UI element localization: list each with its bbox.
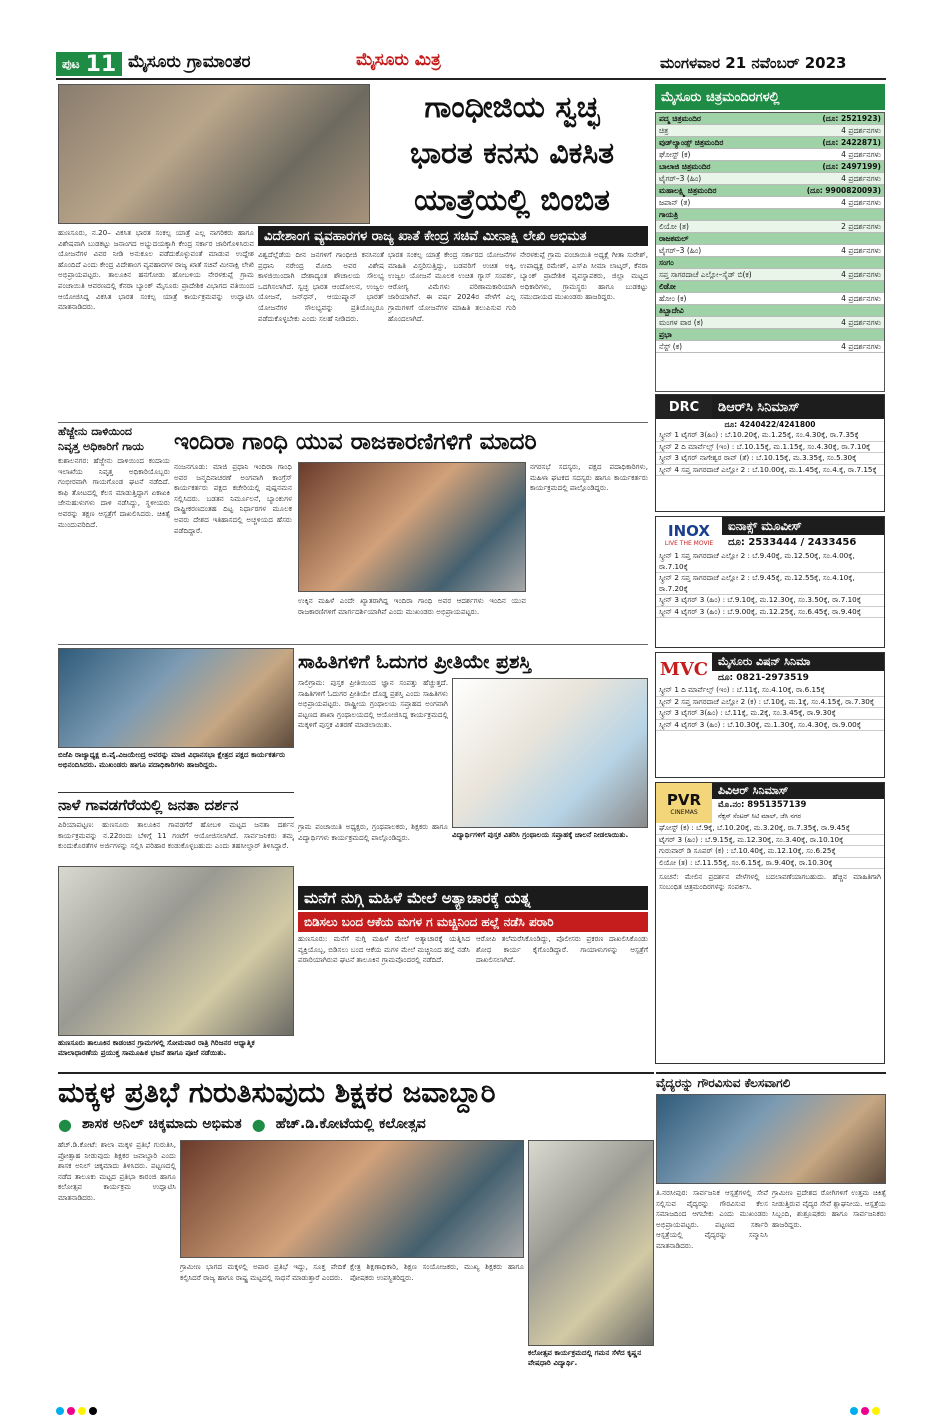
cinema-row-name: ಗಾಯತ್ರಿ <box>659 210 679 219</box>
story2-side-headline-line1: ಹೆಜ್ಜೇನು ದಾಳಿಯಿಂದ <box>58 425 133 438</box>
inox-show-2: ಸ್ಕ್ರೀನ್ 2 ಸಪ್ತ ಸಾಗರದಾಚೆ ಎಲ್ಲೋ 2 : ಬೆ.9.45ಕ್ಕೆ, ಮ.12.55ಕ್ಕೆ, ಸಂ.4.10ಕ್ಕೆ, ರಾ.7.20ಕ್ಕೆ <box>656 573 884 595</box>
cinema-row-name: ಲಿಯೋ (ತ) <box>659 222 689 231</box>
pvr-show-3: ಗುರುವಾರ್ ಡಿ ಸೂಪರ್ (ಕ) : ಬೆ.10.40ಕ್ಕೆ, ಮ.12.10ಕ್ಕೆ, ಸಂ.6.25ಕ್ಕೆ <box>656 846 884 858</box>
cinema-row-name: ಸಪ್ತ ಸಾಗರದಾಚೆ ಎಲ್ಲೋ–ಸೈಡ್ ಬಿ(ಕ) <box>659 270 752 279</box>
story1-col4 <box>520 250 648 420</box>
issue-date: ಮಂಗಳವಾರ 21 ನವೆಂಬರ್ 2023 <box>660 54 847 72</box>
cinema-row-info: 4 ಪ್ರದರ್ಶನಗಳು <box>841 126 881 135</box>
story6-col2 <box>180 1262 346 1376</box>
inox-show-1: ಸ್ಕ್ರೀನ್ 1 ಸಪ್ತ ಸಾಗರದಾಚೆ ಎಲ್ಲೋ 2 : ಬೆ.9.40ಕ್ಕೆ, ಮ.12.50ಕ್ಕೆ, ಸಂ.4.00ಕ್ಕೆ, ರಾ.7.10ಕ್ಕೆ <box>656 551 884 573</box>
inox-phone: ದೂ: 2533444 / 2433456 <box>728 537 857 548</box>
story7-col1-text: ತಿ.ನರಸೀಪುರ: ಸಾರ್ವಜನಿಕ ಆಸ್ಪತ್ರೆಗಳಲ್ಲಿ ಸೇವೆ ಸಲ್ಲಿಸುವ ವೈದ್ಯರನ್ನು ಗೌರವಿಸುವ ಕೆಲಸ ಸಮಾಜದಿಂದ ಆಗಬೇಕು ಎಂದು ಮುಖಂಡರು ಅಭಿಪ್ರಾಯಪಟ್ಟರು. ಪಟ್ಟಣದ ಸರ್ಕಾರಿ ಆಸ್ಪತ್ರೆಯಲ್ಲಿ ವೈದ್ಯರನ್ನು ಸನ್ಮಾನಿಸಿ ಮಾತನಾಡಿದರು. <box>656 1188 768 1250</box>
bullet-icon: ● <box>58 1114 72 1134</box>
cinema-row <box>656 269 884 281</box>
story7-col2-text: ಗ್ರಾಮೀಣ ಪ್ರದೇಶದ ರೋಗಿಗಳಿಗೆ ಉತ್ತಮ ಚಿಕಿತ್ಸೆ ನೀಡುತ್ತಿರುವ ವೈದ್ಯರ ಸೇವೆ ಶ್ಲಾಘನೀಯ. ಆಸ್ಪತ್ರೆಯ ಸಿಬ್ಬಂದಿ, ಶುಶ್ರೂಷಕರು ಹಾಗೂ ಸಾರ್ವಜನಿಕರು ಹಾಜರಿದ್ದರು. <box>772 1188 886 1229</box>
story6-bullet1: ಶಾಸಕ ಅನಿಲ್ ಚಿಕ್ಕಮಾದು ಅಭಿಮತ <box>81 1116 242 1132</box>
story2-col3 <box>530 462 648 642</box>
story1-photo <box>58 84 370 224</box>
story3-photo2 <box>58 866 294 1036</box>
story1-col2 <box>258 250 384 420</box>
story6-bullets <box>58 1112 654 1136</box>
cinema-row-name: ವುಡ್‌ಲ್ಯಾಂಡ್ಸ್ ಚಿತ್ರಮಂದಿರ <box>659 138 724 147</box>
story6-photo2 <box>528 1140 654 1346</box>
story2-headline: ಇಂದಿರಾ ಗಾಂಧಿ ಯುವ ರಾಜಕಾರಣಿಗಳಿಗೆ ಮಾದರಿ <box>174 427 537 455</box>
story5-col2-text: ಆರೋಪಿ ತಲೆಮರೆಸಿಕೊಂಡಿದ್ದು, ಪೊಲೀಸರು ಪ್ರಕರಣ ದಾಖಲಿಸಿಕೊಂಡು ಶೋಧ ಕಾರ್ಯ ಕೈಗೊಂಡಿದ್ದಾರೆ. ಗಾಯಾಳುಗಳನ್ನು ಆಸ್ಪತ್ರೆಗೆ ದಾಖಲಿಸಲಾಗಿದೆ. <box>476 934 648 965</box>
cinema-row <box>656 161 884 173</box>
cinema-row <box>656 221 884 233</box>
cinema-row-info: 4 ಪ್ರದರ್ಶನಗಳು <box>841 294 881 303</box>
cinema-row-name: ನೆಸ್ಟ್ (ಕ) <box>659 342 683 351</box>
cinema-row-info: (ದೂ: 2497199) <box>822 162 881 171</box>
inox-title-block <box>722 517 884 551</box>
mvc-name: ಮೈಸೂರು ವಿಷನ್ ಸಿನಿಮಾ <box>712 653 884 671</box>
pvr-show-2: ಟೈಗರ್ 3 (ಹಿಂ) : ಬೆ.9.15ಕ್ಕೆ, ಮ.12.30ಕ್ಕೆ, ಸಂ.3.40ಕ್ಕೆ, ರಾ.10.10ಕ್ಕೆ <box>656 835 884 847</box>
story7-photo <box>656 1094 886 1184</box>
cinema-row <box>656 113 884 125</box>
story2-col2 <box>298 596 526 642</box>
story6-caption: ಕಲೋತ್ಸವ ಕಾರ್ಯಕ್ರಮದಲ್ಲಿ ಗಮನ ಸೆಳೆದ ಕೃಷ್ಣನ ವೇಷಧಾರಿ ವಿದ್ಯಾರ್ಥಿ. <box>528 1348 642 1367</box>
story7-col1 <box>656 1188 768 1376</box>
mvc-header <box>656 653 884 685</box>
story4-text2-body: ಗ್ರಾಮ ಪಂಚಾಯಿತಿ ಅಧ್ಯಕ್ಷರು, ಗ್ರಂಥಪಾಲಕರು, ಶಿಕ್ಷಕರು ಹಾಗೂ ವಿದ್ಯಾರ್ಥಿಗಳು ಕಾರ್ಯಕ್ರಮದಲ್ಲಿ ಪಾಲ್ಗೊಂಡಿದ್ದರು. <box>298 822 448 842</box>
cinema-row-name: ಬಾಲಾಜಿ ಚಿತ್ರಮಂದಿರ <box>659 162 711 171</box>
mvc-phone: ದೂ: 0821-2973519 <box>718 673 809 683</box>
pvr-address: ನೆಕ್ಸಸ್ ಸೆಂಟರ್ ಸಿಟಿ ಮಾಲ್, ಜೆಸಿ ನಗರ <box>718 812 801 820</box>
drc-name: ಡಿಆರ್‌ಸಿ ಸಿನಿಮಾಸ್ <box>712 395 884 419</box>
cinema-row-info: 4 ಪ್ರದರ್ಶನಗಳು <box>841 174 881 183</box>
cinema-row <box>656 185 884 197</box>
cinema-row-info: (ದೂ: 2521923) <box>822 114 881 123</box>
inox-show-4: ಸ್ಕ್ರೀನ್ 4 ಟೈಗರ್ 3 (ಹಿಂ) : ಬೆ.9.00ಕ್ಕೆ, ಮ.12.25ಕ್ಕೆ, ಸಂ.6.45ಕ್ಕೆ, ರಾ.9.40ಕ್ಕೆ <box>656 607 884 619</box>
cinema-row-info: 4 ಪ್ರದರ್ಶನಗಳು <box>841 246 881 255</box>
page-number: 11 <box>85 51 117 77</box>
story6-photo <box>180 1140 524 1258</box>
story3-caption2: ಹುಣಸೂರು ತಾಲೂಕಿನ ಕಾಡಂಚಿನ ಗ್ರಾಮಗಳಲ್ಲಿ ಸೋಮವಾರ ರಾತ್ರಿ ಗಿರಿಜನರ ಆಧ್ಯಾತ್ಮಿಕ ಮಾಲಾಧಾರಣೆಯ ಪ್ರಯುಕ್ತ ಸಾಮೂಹಿಕ ಭಜನೆ ಹಾಗೂ ಪೂಜೆ ನಡೆಯಿತು. <box>58 1038 255 1057</box>
drc-panel <box>655 394 885 512</box>
cinema-row <box>656 317 884 329</box>
cinema-row-name: ಪ್ರಭಾ <box>659 330 672 339</box>
cinema-row-name: ಲಿಡೋ <box>659 282 676 291</box>
cinema-row <box>656 293 884 305</box>
pvr-logo-text: PVR <box>666 790 702 809</box>
cinema-row-info: (ದೂ: 2422871) <box>822 138 881 147</box>
story1-col3-text: ಭಾರತ ಸಂಕಲ್ಪ ಯಾತ್ರೆ ಕೇಂದ್ರ ಸರ್ಕಾರದ ಯೋಜನೆಗಳ ಮಾಹಿತಿ ವಿಸ್ತರಿಸುತ್ತಿದ್ದು, ಬಡವರಿಗೆ ಉಚಿತ ಅಕ್ಕಿ, ಉಜ್ವಲ ಯೋಜನೆ ಮೂಲಕ ಉಚಿತ ಗ್ಯಾಸ್ ಸಂಪರ್ಕ, ಆರೋಗ್ಯ ವಿಮೆಗಳು ಪರಿಣಾಮಕಾರಿಯಾಗಿ ಜಾರಿಯಾಗಿವೆ. ಈ ವರ್ಷ 2024ರ ವೇಳೆಗೆ ಎಲ್ಲ ಗ್ರಾಮಗಳಿಗೆ ಯೋಜನೆಗಳ ಮಾಹಿತಿ ತಲುಪಿಸುವ ಗುರಿ ಹೊಂದಲಾಗಿದೆ. <box>388 250 516 323</box>
story5-col2 <box>476 934 648 1068</box>
cinema-row-info: 4 ಪ್ರದರ್ಶನಗಳು <box>841 270 881 279</box>
masthead-rule <box>56 78 886 80</box>
pvr-note: ಸೂಚನೆ: ಮೇಲಿನ ಪ್ರದರ್ಶನ ವೇಳೆಗಳಲ್ಲಿ ಬದಲಾವಣೆಯಾಗಬಹುದು. ಹೆಚ್ಚಿನ ಮಾಹಿತಿಗಾಗಿ ಸಂಬಂಧಿತ ಚಿತ್ರಮಂದಿರಗಳನ್ನು ಸಂಪರ್ಕಿಸಿ. <box>659 873 881 891</box>
cinema-row <box>656 209 884 221</box>
story2-col1-text: ನಂಜನಗೂಡು: ಮಾಜಿ ಪ್ರಧಾನಿ ಇಂದಿರಾ ಗಾಂಧಿ ಅವರ ಜನ್ಮದಿನಾಚರಣೆ ಅಂಗವಾಗಿ ಕಾಂಗ್ರೆಸ್ ಕಾರ್ಯಕರ್ತರು ಪಕ್ಷದ ಕಚೇರಿಯಲ್ಲಿ ಪುಷ್ಪನಮನ ಸಲ್ಲಿಸಿದರು. ಬಡತನ ನಿರ್ಮೂಲನೆ, ಬ್ಯಾಂಕುಗಳ ರಾಷ್ಟ್ರೀಕರಣದಂತಹ ದಿಟ್ಟ ನಿರ್ಧಾರಗಳ ಮೂಲಕ ಅವರು ದೇಶದ ಇತಿಹಾಸದಲ್ಲಿ ಅಚ್ಚಳಿಯದ ಹೆಸರು ಪಡೆದಿದ್ದಾರೆ. <box>174 462 292 535</box>
pvr-name: ಪಿವಿಆರ್ ಸಿನಿಮಾಸ್ <box>712 783 884 799</box>
cinema-row <box>656 341 884 353</box>
cinema-row <box>656 233 884 245</box>
story2-side-headline-line2: ನಿವೃತ್ತ ಅಧಿಕಾರಿಗೆ ಗಾಯ <box>58 440 144 453</box>
inox-show-3: ಸ್ಕ್ರೀನ್ 3 ಟೈಗರ್ 3 (ಹಿಂ) : ಬೆ.9.10ಕ್ಕೆ, ಮ.12.30ಕ್ಕೆ, ಸಂ.3.50ಕ್ಕೆ, ರಾ.7.10ಕ್ಕೆ <box>656 595 884 607</box>
story6-col2-text: ಗ್ರಾಮೀಣ ಭಾಗದ ಮಕ್ಕಳಲ್ಲಿ ಅಪಾರ ಪ್ರತಿಭೆ ಇದ್ದು, ಸೂಕ್ತ ವೇದಿಕೆ ಕಲ್ಪಿಸಿದರೆ ರಾಜ್ಯ ಹಾಗೂ ರಾಷ್ಟ್ರ ಮಟ್ಟದಲ್ಲಿ ಸಾಧನೆ ಮಾಡುತ್ತಾರೆ ಎಂದರು. <box>180 1262 346 1282</box>
cinema-row-name: ಟೈಗರ್–3 (ಹಿಂ) <box>659 174 702 183</box>
section-title: ಮೈಸೂರು ಗ್ರಾಮಾಂತರ <box>128 52 251 72</box>
drc-logo: DRC <box>656 395 712 419</box>
inox-name: ಐನಾಕ್ಸ್ ಮೂವೀಸ್ <box>722 517 884 535</box>
story4-text-body: ಸಾಲಿಗ್ರಾಮ: ಪುಸ್ತಕ ಪ್ರೀತಿಯಿಂದ ಜ್ಞಾನ ಸಂಪತ್ತು ಹೆಚ್ಚುತ್ತದೆ. ಸಾಹಿತಿಗಳಿಗೆ ಓದುಗರ ಪ್ರೀತಿಯೇ ದೊಡ್ಡ ಪ್ರಶಸ್ತಿ ಎಂದು ಸಾಹಿತಿಗಳು ಅಭಿಪ್ರಾಯಪಟ್ಟರು. ರಾಷ್ಟ್ರೀಯ ಗ್ರಂಥಾಲಯ ಸಪ್ತಾಹದ ಅಂಗವಾಗಿ ಪಟ್ಟಣದ ಶಾಖಾ ಗ್ರಂಥಾಲಯದಲ್ಲಿ ಆಯೋಜಿಸಿದ್ದ ಕಾರ್ಯಕ್ರಮದಲ್ಲಿ ಮಕ್ಕಳಿಗೆ ಪುಸ್ತಕ ವಿತರಣೆ ಮಾಡಲಾಯಿತು. <box>298 678 448 730</box>
cinema-title: ಮೈಸೂರು ಚಿತ್ರಮಂದಿರಗಳಲ್ಲಿ <box>655 84 885 110</box>
print-registration-marks <box>56 1400 100 1419</box>
pvr-header <box>656 783 884 823</box>
drc-phone: ದೂ: 4240422/4241800 <box>724 420 816 429</box>
cinema-row-name: ಮಂಗಳ ವಾರ (ಕ) <box>659 318 704 327</box>
inox-logo-text: INOX <box>668 521 710 540</box>
story3-text-body: ಪಿರಿಯಾಪಟ್ಟಣ: ಹುಣಸೂರು ತಾಲೂಕಿನ ಗಾವಡಗೆರೆ ಹೋಬಳಿ ಮಟ್ಟದ ಜನತಾ ದರ್ಶನ ಕಾರ್ಯಕ್ರಮವನ್ನು ನ.22ರಂದು ಬೆಳಿಗ್ಗೆ 11 ಗಂಟೆಗೆ ಆಯೋಜಿಸಲಾಗಿದೆ. ಸಾರ್ವಜನಿಕರು ತಮ್ಮ ಕುಂದುಕೊರತೆಗಳ ಅರ್ಜಿಗಳನ್ನು ಸಲ್ಲಿಸಿ ಪರಿಹಾರ ಕಂಡುಕೊಳ್ಳಬಹುದು ಎಂದು ತಹಸೀಲ್ದಾರ್ ತಿಳಿಸಿದ್ದಾರೆ. <box>58 820 294 851</box>
story4-text2 <box>298 822 448 884</box>
pvr-show-4: ಲಿಯೋ (ತ) : ಬೆ.11.55ಕ್ಕೆ, ಸಂ.6.15ಕ್ಕೆ, ರಾ.9.40ಕ್ಕೆ, ರಾ.10.30ಕ್ಕೆ <box>656 858 884 870</box>
mvc-show-4: ಸ್ಕ್ರೀನ್ 4 ಟೈಗರ್ 3 (ಹಿಂ) : ಬೆ.10.30ಕ್ಕೆ, ಮ.1.30ಕ್ಕೆ, ಸಂ.4.30ಕ್ಕೆ, ರಾ.9.00ಕ್ಕೆ <box>656 720 884 732</box>
cinema-row-name: ಹೋಂ (ಕ) <box>659 294 687 303</box>
mvc-title-block <box>712 653 884 685</box>
cinema-row <box>656 197 884 209</box>
story6-headline: ಮಕ್ಕಳ ಪ್ರತಿಭೆ ಗುರುತಿಸುವುದು ಶಿಕ್ಷಕರ ಜವಾಬ್ದಾರಿ <box>58 1072 654 1112</box>
story2-side-text <box>58 456 170 642</box>
story2-photo <box>298 462 526 592</box>
story5-col1 <box>298 934 470 1068</box>
page-tag <box>56 52 122 76</box>
inox-logo <box>656 517 722 551</box>
drc-show-4: ಸ್ಕ್ರೀನ್ 4 ಸಪ್ತ ಸಾಗರದಾಚೆ ಎಲ್ಲೋ 2 : ಬೆ.10.00ಕ್ಕೆ, ಮ.1.45ಕ್ಕೆ, ಸಂ.4.ಕ್ಕೆ, ರಾ.7.15ಕ್ಕೆ <box>656 465 884 477</box>
pvr-phone: ಮೊ.ನಂ: 8951357139 <box>718 800 807 810</box>
story1-col4-text: ನೇರಳಕುಪ್ಪೆ ಗ್ರಾಮ ಪಂಚಾಯಿತಿ ಅಧ್ಯಕ್ಷೆ ಗೀತಾ ಸುರೇಶ್, ಉಪಾಧ್ಯಕ್ಷ ರಮೇಶ್, ಎಸ್‌ಪಿ ಸೀಮಾ ಲಾಟ್ಕರ್, ಕೆನರಾ ಬ್ಯಾಂಕ್ ಪ್ರಾದೇಶಿಕ ವ್ಯವಸ್ಥಾಪಕರು, ಜಿಲ್ಲಾ ಮಟ್ಟದ ಅಧಿಕಾರಿಗಳು, ಗ್ರಾಮಸ್ಥರು ಹಾಗೂ ಬುಡಕಟ್ಟು ಸಮುದಾಯದ ಮುಖಂಡರು ಹಾಜರಿದ್ದರು. <box>520 250 648 302</box>
cinema-row-name: ಟೈಗರ್–3 (ಹಿಂ) <box>659 246 702 255</box>
story6-col3 <box>350 1262 524 1376</box>
story1-col1-text: ಹುಣಸೂರು, ನ.20– ವಿಕಸಿತ ಭಾರತ ಸಂಕಲ್ಪ ಯಾತ್ರೆ ಎಲ್ಲ ನಾಗರಿಕರು ಹಾಗೂ ವಿಶೇಷವಾಗಿ ಬುಡಕಟ್ಟು ಜನಾಂಗದ ಅಭ್ಯುದಯಕ್ಕಾಗಿ ಕೇಂದ್ರ ಸರ್ಕಾರ ಜಾರಿಗೊಳಿಸಿರುವ ಯೋಜನೆಗಳ ವಿವರ ನೀಡಿ ಅನುಕೂಲ ಪಡೆದುಕೊಳ್ಳುವಂತೆ ಮಾಡುವ ಉದ್ದೇಶ ಹೊಂದಿದೆ ಎಂದು ಕೇಂದ್ರ ವಿದೇಶಾಂಗ ವ್ಯವಹಾರಗಳ ರಾಜ್ಯ ಖಾತೆ ಸಚಿವೆ ಮೀನಾಕ್ಷಿ ಲೇಖಿ ಅಭಿಪ್ರಾಯಪಟ್ಟರು. ತಾಲೂಕಿನ ಹನಗೋಡು ಹೋಬಳಿಯ ನೇರಳಕುಪ್ಪೆ ಗ್ರಾಮ ಪಂಚಾಯಿತಿ ಆವರಣದಲ್ಲಿ ಕೆನರಾ ಬ್ಯಾಂಕ್ ಮೈಸೂರು ಪ್ರಾದೇಶಿಕ ವಿಭಾಗದ ವತಿಯಿಂದ ಆಯೋಜಿಸಿದ್ದ ವಿಕಸಿತ ಭಾರತ ಸಂಕಲ್ಪ ಯಾತ್ರೆ ಕಾರ್ಯಕ್ರಮವನ್ನು ಉದ್ಘಾಟಿಸಿ ಮಾತನಾಡಿದರು. <box>58 228 254 312</box>
story4-photo <box>452 678 648 828</box>
story2-rule <box>58 644 648 645</box>
bullet-icon: ● <box>251 1114 266 1134</box>
cinema-row-info: 4 ಪ್ರದರ್ಶನಗಳು <box>841 198 881 207</box>
pvr-logo-sub: CINEMAS <box>670 808 698 816</box>
cinema-row <box>656 305 884 317</box>
story3-text <box>58 820 294 864</box>
story2-side-text-body: ಕುಶಾಲನಗರ: ಹೆಜ್ಜೇನು ದಾಳಿಯಿಂದ ಕಂದಾಯ ಇಲಾಖೆಯ ನಿವೃತ್ತ ಅಧಿಕಾರಿಯೊಬ್ಬರು ಗಂಭೀರವಾಗಿ ಗಾಯಗೊಂಡ ಘಟನೆ ನಡೆದಿದೆ. ಕಾಫಿ ತೋಟದಲ್ಲಿ ಕೆಲಸ ಮಾಡುತ್ತಿದ್ದಾಗ ಏಕಾಏಕಿ ಜೇನುಹುಳುಗಳು ದಾಳಿ ನಡೆಸಿದ್ದು, ಸ್ಥಳೀಯರು ಅವರನ್ನು ತಕ್ಷಣ ಆಸ್ಪತ್ರೆಗೆ ದಾಖಲಿಸಿದರು. ಚಿಕಿತ್ಸೆ ಮುಂದುವರಿದಿದೆ. <box>58 456 170 529</box>
mvc-panel <box>655 652 885 778</box>
drc-show-2: ಸ್ಕ್ರೀನ್ 2 ದಿ ಮಾರ್ವೆಲ್ಸ್ (ಇಂ) : ಬೆ.10.15ಕ್ಕೆ, ಮ.1.15ಕ್ಕೆ, ಸಂ.4.30ಕ್ಕೆ, ರಾ.7.10ಕ್ಕೆ <box>656 442 884 454</box>
drc-header <box>656 395 884 419</box>
mvc-show-2: ಸ್ಕ್ರೀನ್ 2 ಸಪ್ತ ಸಾಗರದಾಚೆ ಎಲ್ಲೋ 2 (ಕ) : ಬೆ.10ಕ್ಕೆ, ಮ.1ಕ್ಕೆ, ಸಂ.4.15ಕ್ಕೆ, ರಾ.7.30ಕ್ಕೆ <box>656 697 884 709</box>
story2-col3-text: ನಗರಸಭೆ ಸದಸ್ಯರು, ಪಕ್ಷದ ಪದಾಧಿಕಾರಿಗಳು, ಮಹಿಳಾ ಘಟಕದ ಸದಸ್ಯರು ಹಾಗೂ ಕಾರ್ಯಕರ್ತರು ಕಾರ್ಯಕ್ರಮದಲ್ಲಿ ಪಾಲ್ಗೊಂಡಿದ್ದರು. <box>530 462 648 493</box>
pvr-show-1: ಘೋಸ್ಟ್ (ಕ) : ಬೆ.9ಕ್ಕೆ, ಬೆ.10.20ಕ್ಕೆ, ಮ.3.20ಕ್ಕೆ, ರಾ.7.35ಕ್ಕೆ, ರಾ.9.45ಕ್ಕೆ <box>656 823 884 835</box>
cinema-row-name: ಸಂಗಂ <box>659 258 674 267</box>
story1-headline-line2: ಭಾರತ ಕನಸು ವಿಕಸಿತ <box>409 136 615 172</box>
cinema-row-info: 4 ಪ್ರದರ್ಶನಗಳು <box>841 150 881 159</box>
cinema-row <box>656 137 884 149</box>
pvr-panel <box>655 782 885 1064</box>
story3-caption: ಬಿಜೆಪಿ ರಾಜ್ಯಾಧ್ಯಕ್ಷ ಬಿ.ವೈ.ವಿಜಯೇಂದ್ರ ಅವರನ್ನು ಮಾಜಿ ವಿಧಾನಸಭಾ ಕ್ಷೇತ್ರದ ಪಕ್ಷದ ಕಾರ್ಯಕರ್ತರು ಅಭಿನಂದಿಸಿದರು. ಮುಖಂಡರು ಹಾಗೂ ಪದಾಧಿಕಾರಿಗಳು ಹಾಜರಿದ್ದರು. <box>58 750 286 769</box>
mvc-show-1: ಸ್ಕ್ರೀನ್ 1 ದಿ ಮಾರ್ವೆಲ್ಸ್ (ಇಂ) : ಬೆ.11ಕ್ಕೆ, ಸಂ.4.10ಕ್ಕೆ, ರಾ.6.15ಕ್ಕೆ <box>656 685 884 697</box>
story1-rule <box>58 422 648 423</box>
cinema-row-info: 4 ಪ್ರದರ್ಶನಗಳು <box>841 318 881 327</box>
story2-side-headline <box>58 424 170 454</box>
story4-headline: ಸಾಹಿತಿಗಳಿಗೆ ಓದುಗರ ಪ್ರೀತಿಯೇ ಪ್ರಶಸ್ತಿ <box>298 651 532 673</box>
cinema-row-name: ಪದ್ಮ ಚಿತ್ರಮಂದಿರ <box>659 114 701 123</box>
mvc-logo: MVC <box>659 658 709 680</box>
story1-col2-text: ವಿಶ್ವದೆಲ್ಲೆಡೆಯ ದೀನ ಜನಗಳಿಗೆ ಗಾಂಧೀಜಿ ಕನಸಿನಂತೆ ಪ್ರಧಾನಿ ನರೇಂದ್ರ ಮೋದಿ ಅವರ ವಿಶೇಷ ಕಾಳಜಿಯಿಂದಾಗಿ ದೇಶಾದ್ಯಂತ ಶೌಚಾಲಯ ಸೌಲಭ್ಯ ಒದಗಿಸಲಾಗಿದೆ. ಸ್ವಚ್ಛ ಭಾರತ ಆಂದೋಲನ, ಉಜ್ವಲ ಯೋಜನೆ, ಜನ್‌ಧನ್, ಆಯುಷ್ಮಾನ್ ಭಾರತ್ ಯೋಜನೆಗಳ ಸೌಲಭ್ಯವನ್ನು ಪ್ರತಿಯೊಬ್ಬರೂ ಪಡೆದುಕೊಳ್ಳಬೇಕು ಎಂದು ಸಲಹೆ ನೀಡಿದರು. <box>258 250 384 323</box>
page-label: ಪುಟ <box>62 56 80 71</box>
print-registration-marks-right <box>850 1400 883 1419</box>
story6-bullet2: ಹೆಚ್.ಡಿ.ಕೋಟೆಯಲ್ಲಿ ಕಲೋತ್ಸವ <box>275 1116 426 1132</box>
inox-panel <box>655 516 885 648</box>
story1-headline-line1: ಗಾಂಧೀಜಿಯ ಸ್ವಚ್ಛ <box>424 89 600 125</box>
story4-caption: ವಿದ್ಯಾರ್ಥಿಗಳಿಗೆ ಪುಸ್ತಕ ವಿತರಿಸಿ ಗ್ರಂಥಾಲಯ ಸಪ್ತಾಹಕ್ಕೆ ಚಾಲನೆ ನೀಡಲಾಯಿತು. <box>452 830 629 839</box>
story5-subhead: ಬಿಡಿಸಲು ಬಂದ ಆಕೆಯ ಮಗಳ ಗ ಮಚ್ಚಿನಿಂದ ಹಲ್ಲೆ ನಡೆಸಿ ಪರಾರಿ <box>298 912 648 932</box>
story6-col1 <box>58 1140 176 1376</box>
story2-col2-text: ಉಕ್ಕಿನ ಮಹಿಳೆ ಎಂದೇ ಖ್ಯಾತರಾಗಿದ್ದ ಇಂದಿರಾ ಗಾಂಧಿ ಅವರ ಆದರ್ಶಗಳು ಇಂದಿನ ಯುವ ರಾಜಕಾರಣಿಗಳಿಗೆ ಮಾರ್ಗದರ್ಶಿಯಾಗಿವೆ ಎಂದು ಮುಖಂಡರು ಅಭಿಪ್ರಾಯಪಟ್ಟರು. <box>298 596 526 616</box>
cinema-row-name: ಘೋಸ್ಟ್ (ಕ) <box>659 150 691 159</box>
mvc-show-3: ಸ್ಕ್ರೀನ್ 3 ಟೈಗರ್ 3(ಹಿಂ) : ಬೆ.11ಕ್ಕೆ, ಮ.2ಕ್ಕೆ, ಸಂ.3.45ಕ್ಕೆ, ರಾ.9.30ಕ್ಕೆ <box>656 708 884 720</box>
story6-col3-text: ಕ್ಷೇತ್ರ ಶಿಕ್ಷಣಾಧಿಕಾರಿ, ಶಿಕ್ಷಣ ಸಂಯೋಜಕರು, ಮುಖ್ಯ ಶಿಕ್ಷಕರು ಹಾಗೂ ಪೋಷಕರು ಉಪಸ್ಥಿತರಿದ್ದರು. <box>350 1262 524 1282</box>
story1-col1 <box>58 228 254 420</box>
story5-col1-text: ಹುಣಸೂರು: ಮನೆಗೆ ನುಗ್ಗಿ ಮಹಿಳೆ ಮೇಲೆ ಅತ್ಯಾಚಾರಕ್ಕೆ ಯತ್ನಿಸಿದ ವ್ಯಕ್ತಿಯೊಬ್ಬ, ಬಿಡಿಸಲು ಬಂದ ಆಕೆಯ ಮಗಳ ಮೇಲೆ ಮಚ್ಚಿನಿಂದ ಹಲ್ಲೆ ನಡೆಸಿ ಪರಾರಿಯಾಗಿರುವ ಘಟನೆ ತಾಲೂಕಿನ ಗ್ರಾಮವೊಂದರಲ್ಲಿ ನಡೆದಿದೆ. <box>298 934 470 965</box>
story1-headline-line3: ಯಾತ್ರೆಯಲ್ಲಿ ಬಿಂಬಿತ <box>414 183 610 219</box>
cinema-row-name: ಚಿತ್ರ <box>659 126 669 135</box>
cinema-row-info: 2 ಪ್ರದರ್ಶನಗಳು <box>841 222 881 231</box>
story1-headline <box>376 84 648 224</box>
cinema-row-name: ಮಹಾಲಕ್ಷ್ಮಿ ಚಿತ್ರಮಂದಿರ <box>659 186 717 195</box>
cinema-row <box>656 281 884 293</box>
cinema-row <box>656 245 884 257</box>
cinema-row <box>656 257 884 269</box>
pvr-logo <box>656 783 712 823</box>
story3-photo <box>58 648 294 748</box>
cinema-row-name: ತಿಬ್ಬಾದೇವಿ <box>659 306 684 315</box>
inox-tagline: LIVE THE MOVIE <box>664 539 714 547</box>
inox-header <box>656 517 884 551</box>
cinema-row-info: (ದೂ: 9900820093) <box>806 186 881 195</box>
story7-col2 <box>772 1188 886 1376</box>
cinema-row-info: 4 ಪ್ರದರ್ಶನಗಳು <box>841 342 881 351</box>
cinema-row <box>656 125 884 137</box>
story3-headline: ನಾಳೆ ಗಾವಡಗೆರೆಯಲ್ಲಿ ಜನತಾ ದರ್ಶನ <box>58 792 294 818</box>
story7-headline: ವೈದ್ಯರನ್ನು ಗೌರವಿಸುವ ಕೆಲಸವಾಗಲಿ <box>656 1072 886 1092</box>
pvr-title-block <box>712 783 884 823</box>
cinema-row <box>656 329 884 341</box>
newspaper-brand: ಮೈಸೂರು ಮಿತ್ರ <box>356 50 441 70</box>
cinema-row-name: ಜಪಾನ್ (ತ) <box>659 198 691 207</box>
cinema-row-name: ರಾಜಕಮಲ್ <box>659 234 689 243</box>
cinema-row <box>656 173 884 185</box>
story1-col3 <box>388 250 516 420</box>
story4-text <box>298 678 448 818</box>
drc-show-1: ಸ್ಕ್ರೀನ್ 1 ಟೈಗರ್ 3(ಹಿಂ) : ಬೆ.10.20ಕ್ಕೆ, ಮ.1.25ಕ್ಕೆ, ಸಂ.4.30ಕ್ಕೆ, ರಾ.7.35ಕ್ಕೆ <box>656 430 884 442</box>
cinema-list <box>655 112 885 392</box>
story6-col1-text: ಹೆಚ್.ಡಿ.ಕೋಟೆ: ಶಾಲಾ ಮಕ್ಕಳ ಪ್ರತಿಭೆ ಗುರುತಿಸಿ, ಪ್ರೋತ್ಸಾಹ ನೀಡುವುದು ಶಿಕ್ಷಕರ ಜವಾಬ್ದಾರಿ ಎಂದು ಶಾಸಕ ಅನಿಲ್ ಚಿಕ್ಕಮಾದು ತಿಳಿಸಿದರು. ಪಟ್ಟಣದಲ್ಲಿ ನಡೆದ ತಾಲೂಕು ಮಟ್ಟದ ಪ್ರತಿಭಾ ಕಾರಂಜಿ ಹಾಗೂ ಕಲೋತ್ಸವ ಕಾರ್ಯಕ್ರಮ ಉದ್ಘಾಟಿಸಿ ಮಾತನಾಡಿದರು. <box>58 1140 176 1202</box>
cinema-row <box>656 149 884 161</box>
story1-subhead: ವಿದೇಶಾಂಗ ವ್ಯವಹಾರಗಳ ರಾಜ್ಯ ಖಾತೆ ಕೇಂದ್ರ ಸಚಿವೆ ಮೀನಾಕ್ಷಿ ಲೇಖಿ ಅಭಿಮತ <box>258 226 648 246</box>
story2-col1 <box>174 462 292 642</box>
drc-show-3: ಸ್ಕ್ರೀನ್ 3 ಟೈಗರ್ ನಾಗೇಶ್ವರ ರಾವ್ (ತೆ) : ಬೆ.10.15ಕ್ಕೆ, ಮ.3.35ಕ್ಕೆ, ಸಂ.5.30ಕ್ಕೆ <box>656 453 884 465</box>
story5-headline: ಮನೆಗೆ ನುಗ್ಗಿ ಮಹಿಳೆ ಮೇಲೆ ಅತ್ಯಾಚಾರಕ್ಕೆ ಯತ್ನ <box>298 886 648 910</box>
